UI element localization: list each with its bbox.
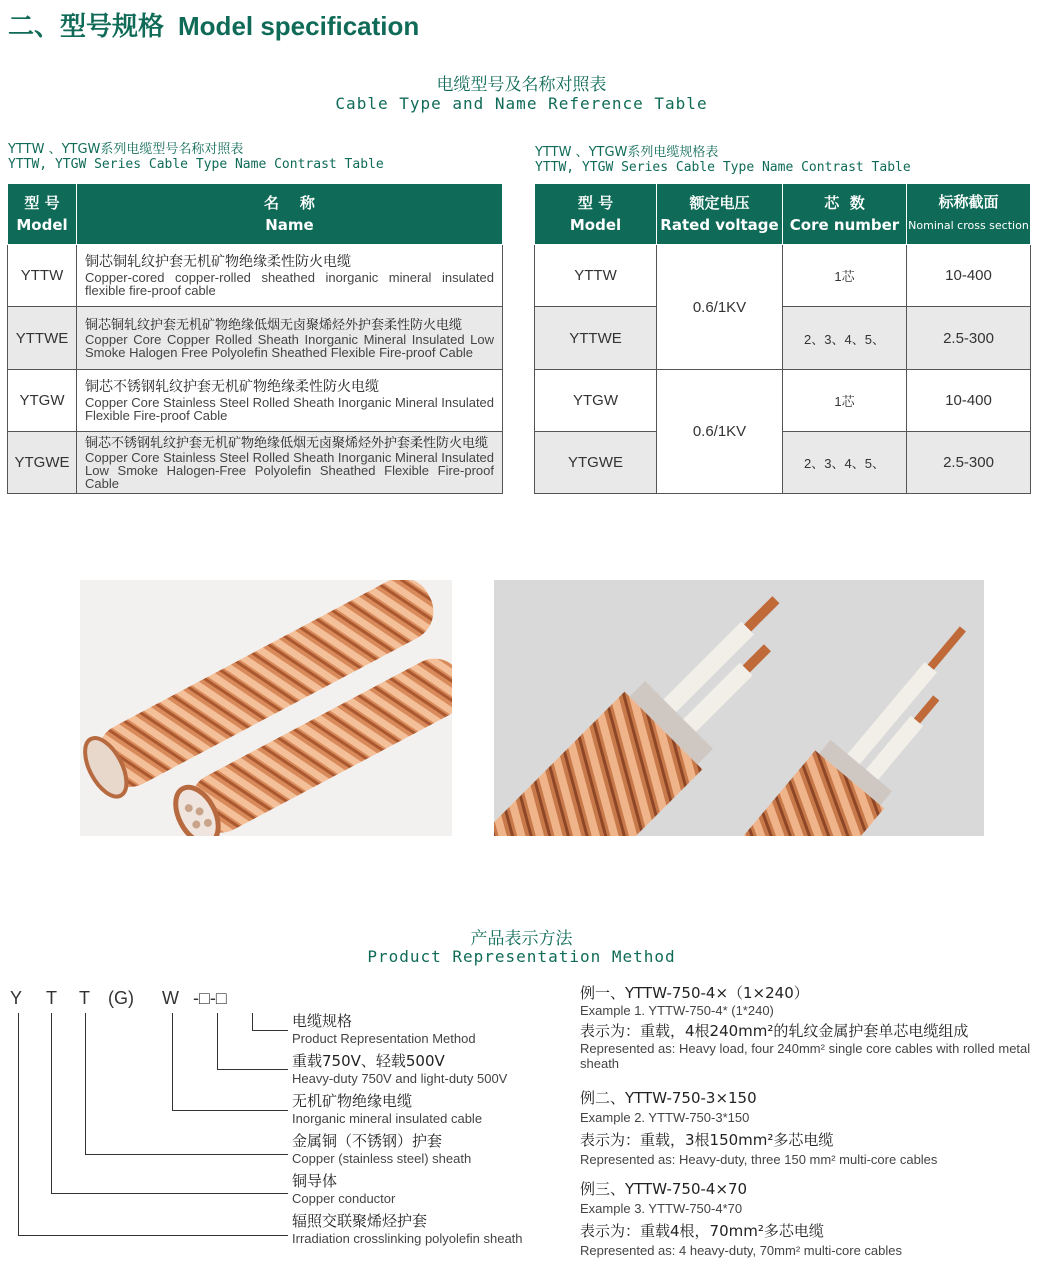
row-section: 10-400 bbox=[907, 370, 1031, 432]
cable-photo-left bbox=[80, 580, 452, 836]
heading-cn: 二、型号规格 bbox=[8, 12, 165, 42]
row-name-en: Copper Core Stainless Steel Rolled Sheath Inorganic Mineral Insulated Low Smoke Halogen-Free Polyolefin Sheathed Flexible Fire-proof Cable bbox=[85, 449, 495, 491]
row-name bbox=[77, 370, 503, 432]
connector-line bbox=[51, 1013, 52, 1193]
row-model: YTGW bbox=[535, 370, 657, 432]
row-cores: 1芯 bbox=[783, 370, 907, 432]
connector-line bbox=[18, 1013, 19, 1235]
row-name-cn: 铜芯不锈钢轧纹护套无机矿物绝缘柔性防火电缆 bbox=[85, 379, 379, 395]
table-row bbox=[8, 432, 503, 494]
connector-line bbox=[172, 1013, 173, 1110]
row-model: YTTW bbox=[535, 245, 657, 307]
connector-line bbox=[252, 1030, 288, 1031]
table-row bbox=[8, 307, 503, 370]
code-letter-w: W bbox=[162, 988, 179, 1008]
code-letter-t1: T bbox=[46, 988, 57, 1008]
left-caption-cn: YTTW 、YTGW系列电缆型号名称对照表 bbox=[8, 142, 244, 157]
row-model: YTGWE bbox=[535, 432, 657, 494]
example-2: 例二、YTTW-750-3×150 Example 2. YTTW-750-3*150 表示为：重载，3根150mm²多芯电缆 Represented as: Heavy-duty, three 150 mm² multi-core cables bbox=[580, 1089, 938, 1167]
row-section: 10-400 bbox=[907, 245, 1031, 307]
row-name-en: Copper Core Stainless Steel Rolled Sheath Inorganic Mineral Insulated Flexible Fire-proof Cable bbox=[85, 395, 495, 423]
row-section: 2.5-300 bbox=[907, 432, 1031, 494]
code-label: 电缆规格 Product Representation Method bbox=[292, 1012, 476, 1046]
row-cores: 2、3、4、5、 bbox=[783, 307, 907, 370]
row-name-en: Copper Core Copper Rolled Sheath Inorganic Mineral Insulated Low Smoke Halogen Free Polyolefin Sheathed Flexible Fire-proof Cable bbox=[85, 331, 494, 360]
page-heading bbox=[8, 6, 419, 43]
code-label: 金属铜（不锈钢）护套 Copper (stainless steel) sheath bbox=[292, 1132, 472, 1166]
right-caption-cn: YTTW 、YTGW系列电缆规格表 bbox=[535, 145, 719, 160]
table-row bbox=[535, 432, 1031, 494]
code-label: 无机矿物绝缘电缆 Inorganic mineral insulated cable bbox=[292, 1092, 483, 1126]
row-model: YTGW bbox=[8, 370, 77, 432]
header-core-number: 芯 数 Core number bbox=[783, 184, 907, 245]
table-header-row bbox=[535, 184, 1031, 245]
connector-line bbox=[18, 1235, 288, 1236]
code-letter-t2: T bbox=[79, 988, 90, 1008]
table-row bbox=[535, 307, 1031, 370]
code-letter-g: (G) bbox=[108, 988, 134, 1008]
cable-photo-right bbox=[494, 580, 984, 836]
row-section: 2.5-300 bbox=[907, 307, 1031, 370]
example-1: 例一、YTTW-750-4×（1×240） Example 1. YTTW-750-4* (1*240) 表示为：重载，4根240mm²的轧纹金属护套单芯电缆组成 Represented as: Heavy load, four 240mm² single core cables with rolled metal sheath bbox=[580, 984, 1031, 1071]
row-voltage: 0.6/1KV bbox=[657, 370, 783, 494]
method-title-en: Product Representation Method bbox=[367, 947, 676, 966]
row-name bbox=[77, 245, 503, 307]
header-rated-voltage: 额定电压 Rated voltage bbox=[657, 184, 783, 245]
connector-line bbox=[85, 1013, 86, 1154]
row-model: YTTWE bbox=[535, 307, 657, 370]
row-cores: 1芯 bbox=[783, 245, 907, 307]
table-header-row bbox=[8, 184, 503, 245]
right-caption-en: YTTW, YTGW Series Cable Type Name Contrast Table bbox=[535, 160, 911, 175]
left-caption-en: YTTW, YTGW Series Cable Type Name Contrast Table bbox=[8, 157, 384, 172]
row-name bbox=[77, 432, 503, 494]
code-letter-y: Y bbox=[10, 988, 23, 1008]
connector-line bbox=[217, 1013, 218, 1069]
row-model: YTTWE bbox=[8, 307, 77, 370]
header-cross-section: 标称截面 Nominal cross section bbox=[907, 184, 1031, 245]
header-name: 名 称 Name bbox=[77, 184, 503, 245]
heading-en: Model specification bbox=[178, 11, 420, 41]
example-3: 例三、YTTW-750-4×70 Example 3. YTTW-750-4*70 表示为：重载4根，70mm²多芯电缆 Represented as: 4 heavy-duty, 70mm² multi-core cables bbox=[580, 1180, 903, 1258]
reference-title-cn: 电缆型号及名称对照表 bbox=[436, 75, 607, 95]
code-label: 重载750V、轻载500V Heavy-duty 750V and light-duty 500V bbox=[292, 1052, 508, 1086]
connector-line bbox=[51, 1193, 288, 1194]
code-label: 辐照交联聚烯烃护套 Irradiation crosslinking polyolefin sheath bbox=[292, 1212, 523, 1246]
connector-line bbox=[252, 1013, 253, 1030]
model-name-table bbox=[7, 183, 503, 494]
row-cores: 2、3、4、5、 bbox=[783, 432, 907, 494]
connector-line bbox=[85, 1154, 288, 1155]
method-title-cn: 产品表示方法 bbox=[470, 929, 573, 949]
connector-line bbox=[172, 1110, 288, 1111]
row-voltage: 0.6/1KV bbox=[657, 245, 783, 370]
table-row bbox=[8, 245, 503, 307]
table-row bbox=[8, 370, 503, 432]
row-name bbox=[77, 307, 503, 370]
row-name-cn: 铜芯铜轧纹护套无机矿物绝缘低烟无卤聚烯烃外护套柔性防火电缆 bbox=[85, 317, 463, 333]
reference-title-en: Cable Type and Name Reference Table bbox=[335, 94, 708, 113]
header-model: 型 号 Model bbox=[535, 184, 657, 245]
table-row bbox=[535, 370, 1031, 432]
code-suffix: -□-□ bbox=[193, 988, 227, 1008]
row-model: YTGWE bbox=[8, 432, 77, 494]
row-name-cn: 铜芯铜轧纹护套无机矿物绝缘柔性防火电缆 bbox=[85, 254, 351, 270]
row-name-cn: 铜芯不锈钢轧纹护套无机矿物绝缘低烟无卤聚烯烃外护套柔性防火电缆 bbox=[85, 435, 489, 451]
table-row bbox=[535, 245, 1031, 307]
connector-line bbox=[217, 1069, 288, 1070]
code-label: 铜导体 Copper conductor bbox=[292, 1172, 396, 1206]
header-model: 型 号 Model bbox=[8, 184, 77, 245]
row-name-en: Copper-cored copper-rolled sheathed inorganic mineral insulated flexible fire-proof cable bbox=[85, 270, 494, 298]
cable-spec-table bbox=[534, 183, 1031, 494]
row-model: YTTW bbox=[8, 245, 77, 307]
